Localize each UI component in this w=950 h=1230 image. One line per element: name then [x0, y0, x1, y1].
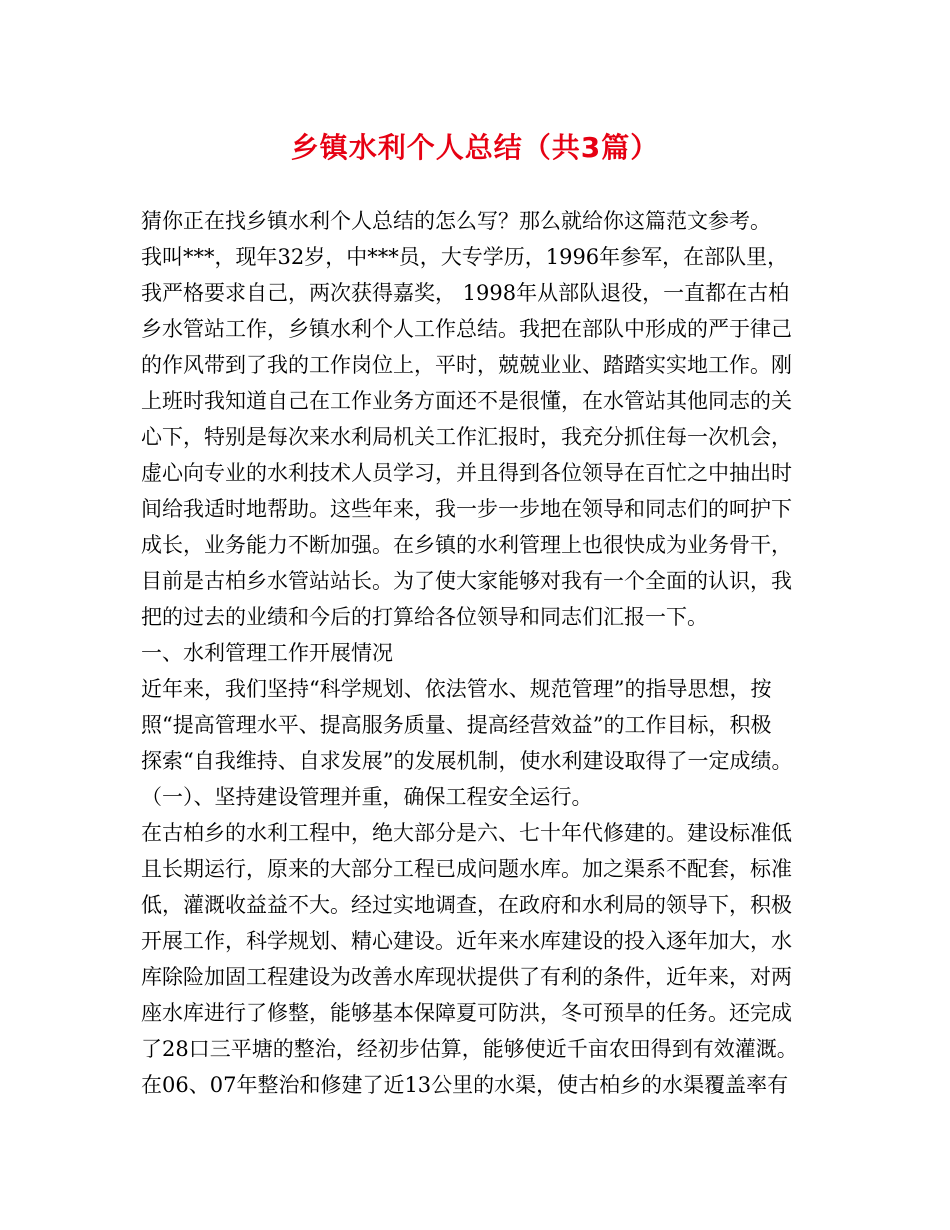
paragraph-line: 间给我适时地帮助。这些年来，我一步一步地在领导和同志们的呵护下	[141, 497, 792, 521]
paragraph-line: 低，灌溉收益益不大。经过实地调查，在政府和水利局的领导下，积极	[141, 893, 792, 917]
page-title: 乡镇水利个人总结（共3篇）	[290, 131, 660, 164]
paragraph-line: 心下，特别是每次来水利局机关工作汇报时，我充分抓住每一次机会，	[141, 425, 792, 449]
paragraph-line: 把的过去的业绩和今后的打算给各位领导和同志们汇报一下。	[141, 605, 708, 629]
paragraph-line: 在06、07年整治和修建了近13公里的水渠，使古柏乡的水渠覆盖率有	[141, 1073, 789, 1097]
paragraph-line: 在古柏乡的水利工程中，绝大部分是六、七十年代修建的。建设标准低	[141, 821, 792, 845]
paragraph-line: 乡水管站工作，乡镇水利个人工作总结。我把在部队中形成的严于律己	[141, 317, 792, 341]
paragraph-line: 探索“自我维持、自求发展”的发展机制，使水利建设取得了一定成绩。	[141, 749, 793, 773]
paragraph-line: 座水库进行了修整，能够基本保障夏可防洪，冬可预旱的任务。还完成	[141, 1001, 792, 1025]
document-body	[141, 203, 813, 1103]
paragraph-line: 的作风带到了我的工作岗位上，平时，兢兢业业、踏踏实实地工作。刚	[141, 353, 792, 377]
paragraph-line: 虚心向专业的水利技术人员学习，并且得到各位领导在百忙之中抽出时	[141, 461, 792, 485]
paragraph-line: 我叫***，现年32岁，中***员，大专学历，1996年参军，在部队里，	[141, 245, 789, 269]
paragraph-line: 照“提高管理水平、提高服务质量、提高经营效益”的工作目标，积极	[141, 713, 772, 737]
section-heading: 一、水利管理工作开展情况	[141, 641, 393, 665]
paragraph-line: 了28口三平塘的整治，经初步估算，能够使近千亩农田得到有效灌溉。	[141, 1037, 798, 1061]
paragraph-line: 且长期运行，原来的大部分工程已成问题水库。加之渠系不配套，标准	[141, 857, 792, 881]
paragraph-line: 猜你正在找乡镇水利个人总结的怎么写？那么就给你这篇范文参考。	[141, 209, 771, 233]
paragraph-line: 成长，业务能力不断加强。在乡镇的水利管理上也很快成为业务骨干，	[141, 533, 792, 557]
subsection-heading: （一）、坚持建设管理并重，确保工程安全运行。	[141, 785, 593, 809]
paragraph-line: 近年来，我们坚持“科学规划、依法管水、规范管理”的指导思想，按	[141, 677, 772, 701]
paragraph-line: 库除险加固工程建设为改善水库现状提供了有利的条件，近年来，对两	[141, 965, 792, 989]
paragraph-line: 开展工作，科学规划、精心建设。近年来水库建设的投入逐年加大，水	[141, 929, 792, 953]
paragraph-line: 上班时我知道自己在工作业务方面还不是很懂，在水管站其他同志的关	[141, 389, 792, 413]
paragraph-line: 目前是古柏乡水管站站长。为了使大家能够对我有一个全面的认识，我	[141, 569, 792, 593]
paragraph-line: 我严格要求自己，两次获得嘉奖， 1998年从部队退役，一直都在古柏	[141, 281, 790, 305]
